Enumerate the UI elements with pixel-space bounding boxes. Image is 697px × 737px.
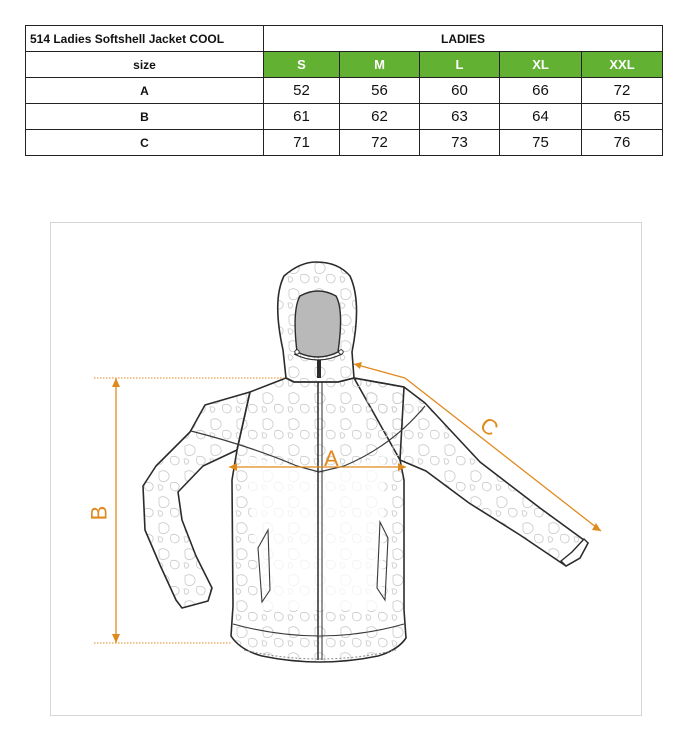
row-label-c: C	[26, 130, 264, 156]
product-title: 514 Ladies Softshell Jacket COOL	[26, 26, 264, 52]
size-header-m: M	[340, 52, 420, 78]
table-cell: 66	[500, 78, 582, 104]
table-cell: 71	[264, 130, 340, 156]
measure-label-c: C	[475, 411, 504, 442]
measure-label-a: A	[324, 446, 339, 471]
size-header-xxl: XXL	[582, 52, 663, 78]
table-cell: 60	[420, 78, 500, 104]
table-cell: 64	[500, 104, 582, 130]
size-header-l: L	[420, 52, 500, 78]
table-cell: 62	[340, 104, 420, 130]
table-cell: 63	[420, 104, 500, 130]
table-cell: 65	[582, 104, 663, 130]
size-label: size	[26, 52, 264, 78]
table-cell: 61	[264, 104, 340, 130]
hood-opening	[295, 291, 340, 357]
group-header: LADIES	[264, 26, 663, 52]
table-cell: 76	[582, 130, 663, 156]
table-cell: 75	[500, 130, 582, 156]
size-header-xl: XL	[500, 52, 582, 78]
table-cell: 72	[340, 130, 420, 156]
row-label-b: B	[26, 104, 264, 130]
measure-label-b: B	[86, 505, 112, 521]
table-cell: 56	[340, 78, 420, 104]
zipper-pull	[317, 360, 321, 378]
size-header-s: S	[264, 52, 340, 78]
row-label-a: A	[26, 78, 264, 104]
table-cell: 72	[582, 78, 663, 104]
table-cell: 73	[420, 130, 500, 156]
table-cell: 52	[264, 78, 340, 104]
